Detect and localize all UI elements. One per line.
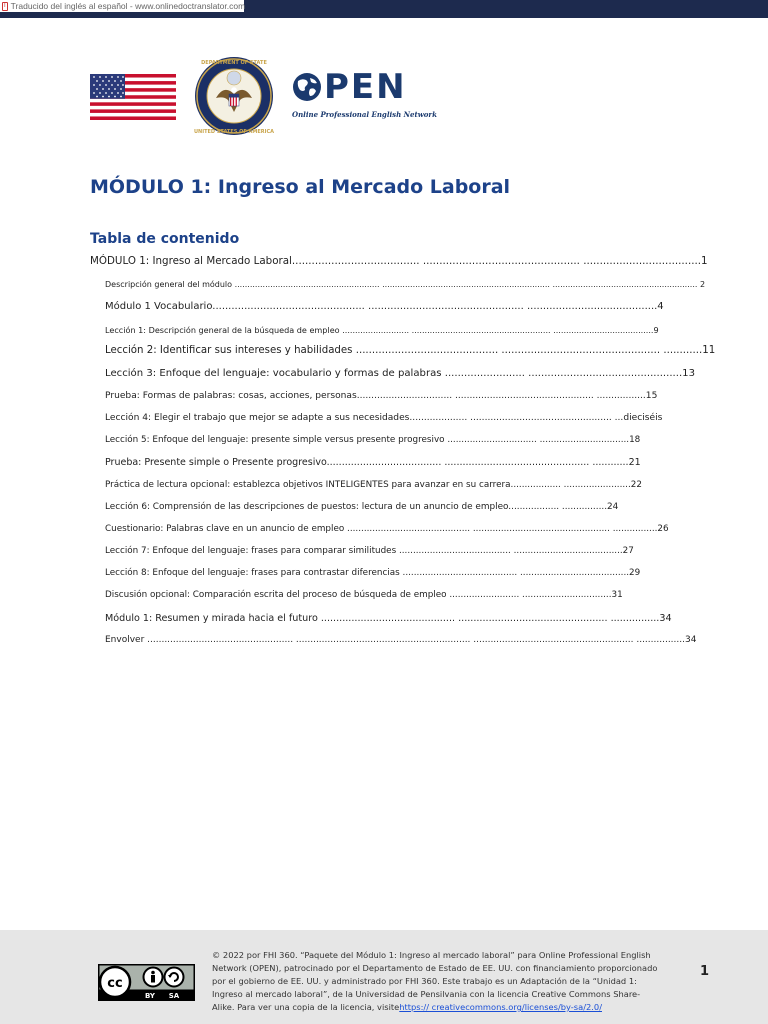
translate-icon: T [3,2,7,9]
toc-item[interactable]: Discusión opcional: Comparación escrita del proceso de búsqueda de empleo ......................... ................................31 [105,590,623,600]
translation-banner[interactable] [0,0,244,12]
toc-item[interactable]: MÓDULO 1: Ingreso al Mercado Laboral....................................... ................................................ ....................................1 [90,255,708,267]
toc-item[interactable]: Lección 1: Descripción general de la búsqueda de empleo .......................... ...................................................... .......................................9 [105,325,659,335]
toc-item[interactable]: Práctica de lectura opcional: establezca objetivos INTELIGENTES para avanzar en su carrera.................. ........................22 [105,480,642,490]
creative-commons-by-sa-icon[interactable] [98,964,195,1001]
svg-text:SA: SA [168,992,180,1000]
toc-item[interactable]: Módulo 1: Resumen y mirada hacia el futuro ............................................ ................................................. ................34 [105,613,672,624]
department-of-state-seal-icon [194,54,274,138]
toc-item[interactable]: Lección 4: Elegir el trabajo que mejor se adapte a sus necesidades.................... ................................................. ...dieciséis [105,413,663,423]
toc-item[interactable]: Lección 8: Enfoque del lenguaje: frases para contrastar diferencias ......................................... .......................................29 [105,568,641,578]
toc-item[interactable]: Lección 6: Comprensión de las descripciones de puestos: lectura de un anuncio de empleo.................. ................24 [105,502,619,512]
toc-item[interactable]: Módulo 1 Vocabulario................................................ ................................................. .........................................4 [105,301,664,312]
toc-item[interactable]: Lección 5: Enfoque del lenguaje: presente simple versus presente progresivo ................................ ................................18 [105,435,641,445]
toc-item[interactable]: Lección 2: Identificar sus intereses y habilidades ............................................ ................................................. ............11 [105,345,716,356]
toc-heading: Tabla de contenido [90,231,240,247]
open-logo [292,67,437,120]
toc-item[interactable]: Prueba: Formas de palabras: cosas, acciones, personas................................. ................................................ .................15 [105,391,658,401]
seal-bottom-text: UNITED STATES OF AMERICA [194,129,274,135]
license-link[interactable]: https:// creativecommons.org/licenses/by-sa/2.0/ [399,1002,602,1012]
seal-top-text: DEPARTMENT OF STATE [201,60,267,66]
toc-item[interactable]: Lección 3: Enfoque del lenguaje: vocabulario y formas de palabras ......................... ................................................13 [105,368,696,379]
page-title: MÓDULO 1: Ingreso al Mercado Laboral [90,176,511,198]
footer-license-text: © 2022 por FHI 360. “Paquete del Módulo 1: Ingreso al mercado laboral” para Online Professional English Network (OPEN), patrocinado por el Departamento de Estado de EE. UU. con financiamiento proporcionado por el gobierno de EE. UU. y administrado por FHI 360. Este trabajo es un Adaptación de la “Unidad 1: Ingreso al mercado laboral”, de la Universidad de Pensilvania con la licencia Creative Commons Share-Alike. Para ver una copia de la licencia, visite [212,950,658,1012]
open-wordmark [292,68,407,106]
toc-item[interactable]: Prueba: Presente simple o Presente progresivo...................................... ................................................ ............21 [105,457,641,468]
toc-item[interactable]: Envolver ................................................... ............................................................. ........................................................ .................34 [105,635,697,645]
translation-banner-text: Traducido del inglés al español - www.onlinedoctranslator.com [10,1,246,11]
svg-text:cc: cc [107,976,123,991]
page-number: 1 [700,964,710,979]
svg-text:BY: BY [144,992,156,1000]
open-word-text: PEN [324,67,407,107]
globe-icon [292,72,322,102]
page-footer [0,930,768,1024]
open-subtitle: Online Professional English Network [292,110,437,119]
us-flag-icon [90,74,176,120]
toc-item[interactable]: Cuestionario: Palabras clave en un anuncio de empleo ............................................ ................................................. ................26 [105,524,669,534]
footer-copyright-text [212,949,662,1014]
toc-item[interactable]: Lección 7: Enfoque del lenguaje: frases para comparar similitudes ........................................ .......................................27 [105,546,634,556]
toc-item[interactable]: Descripción general del módulo ......................................................... .................................................................. ......................................................... 2 [105,280,706,289]
